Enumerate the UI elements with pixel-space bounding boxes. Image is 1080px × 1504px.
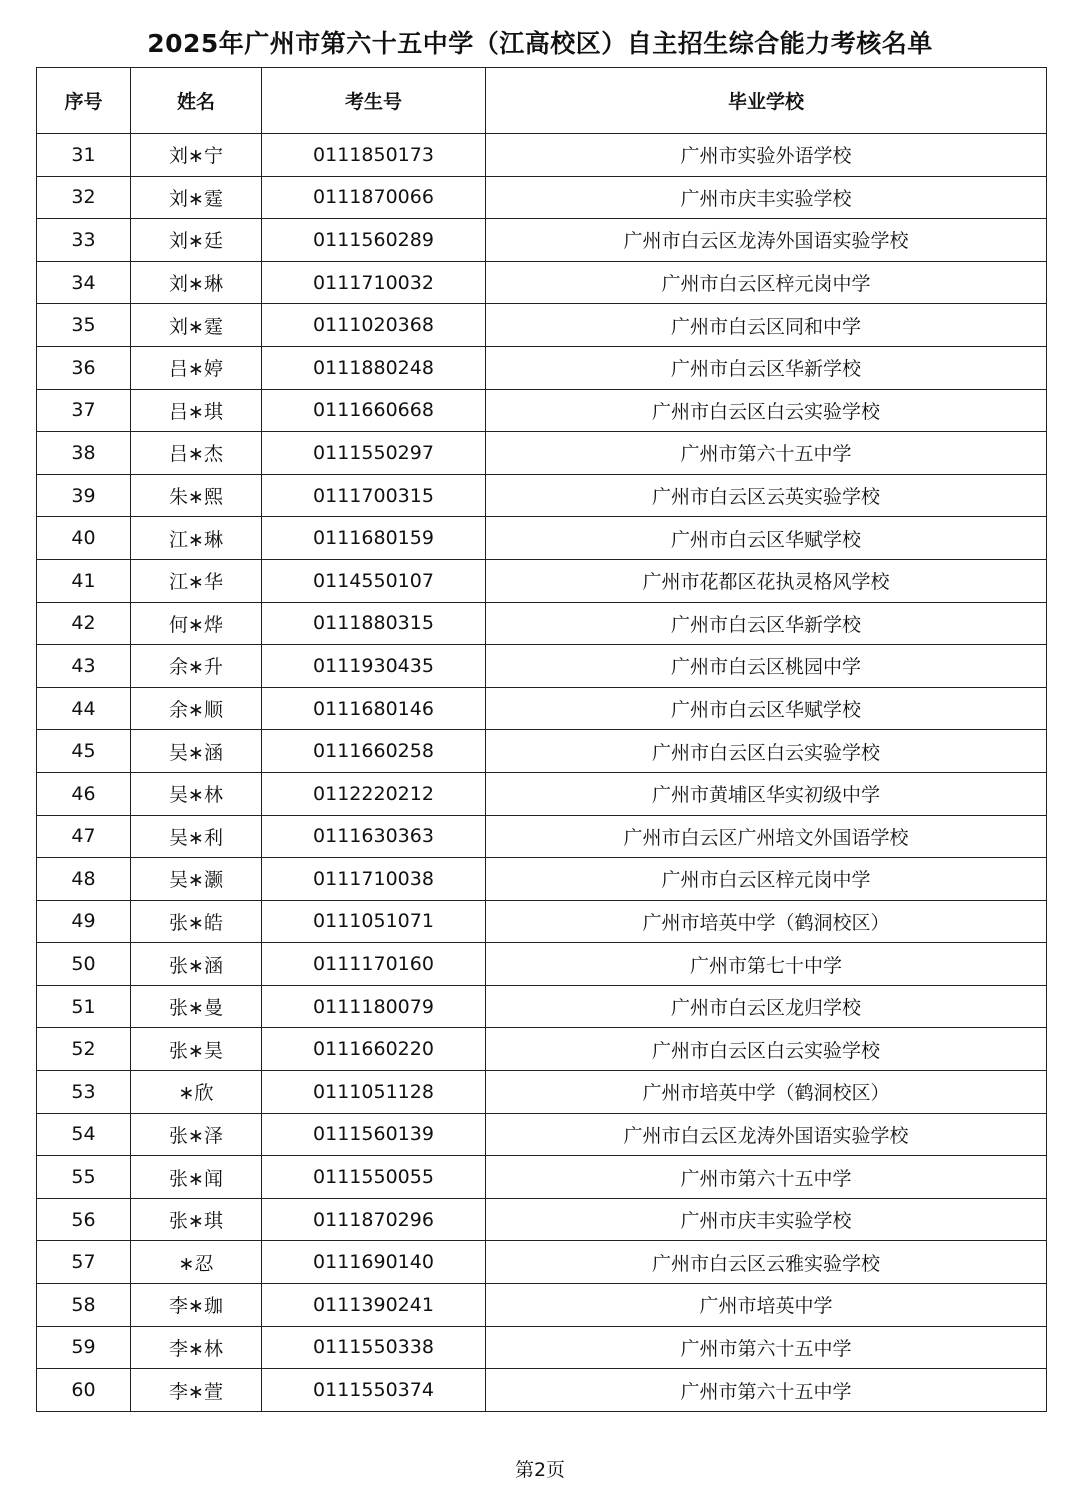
table-row <box>37 261 1047 304</box>
cell-seq: 48 <box>37 858 131 901</box>
cell-seq: 39 <box>37 474 131 517</box>
cell-school: 广州市白云区龙涛外国语实验学校 <box>486 1113 1047 1156</box>
cell-exam-id: 0111020368 <box>262 304 486 347</box>
table-row <box>37 772 1047 815</box>
header-name: 姓名 <box>131 68 262 134</box>
cell-exam-id: 0111930435 <box>262 645 486 688</box>
cell-school: 广州市实验外语学校 <box>486 134 1047 177</box>
cell-school: 广州市白云区梓元岗中学 <box>486 858 1047 901</box>
cell-school: 广州市培英中学（鹤洞校区） <box>486 900 1047 943</box>
cell-exam-id: 0111051071 <box>262 900 486 943</box>
table-row <box>37 1113 1047 1156</box>
table-row <box>37 176 1047 219</box>
cell-school: 广州市花都区花执灵格风学校 <box>486 559 1047 602</box>
header-row <box>37 68 1047 134</box>
cell-seq: 53 <box>37 1071 131 1114</box>
cell-name: 吴∗灏 <box>131 858 262 901</box>
cell-seq: 42 <box>37 602 131 645</box>
cell-seq: 43 <box>37 645 131 688</box>
cell-seq: 50 <box>37 943 131 986</box>
header-seq: 序号 <box>37 68 131 134</box>
cell-exam-id: 0111850173 <box>262 134 486 177</box>
cell-school: 广州市第六十五中学 <box>486 1156 1047 1199</box>
cell-school: 广州市白云区云雅实验学校 <box>486 1241 1047 1284</box>
cell-seq: 56 <box>37 1198 131 1241</box>
cell-name: 张∗闻 <box>131 1156 262 1199</box>
cell-exam-id: 0111880248 <box>262 346 486 389</box>
table-row <box>37 389 1047 432</box>
cell-seq: 31 <box>37 134 131 177</box>
cell-exam-id: 0111390241 <box>262 1284 486 1327</box>
cell-school: 广州市第六十五中学 <box>486 1326 1047 1369</box>
table-body <box>37 134 1047 1412</box>
table-row <box>37 1241 1047 1284</box>
table-row <box>37 346 1047 389</box>
cell-name: 余∗升 <box>131 645 262 688</box>
table-row <box>37 517 1047 560</box>
cell-school: 广州市白云区华新学校 <box>486 346 1047 389</box>
table-row <box>37 730 1047 773</box>
header-exam-id: 考生号 <box>262 68 486 134</box>
cell-seq: 44 <box>37 687 131 730</box>
cell-name: 张∗涵 <box>131 943 262 986</box>
cell-exam-id: 0111710038 <box>262 858 486 901</box>
cell-exam-id: 0111180079 <box>262 985 486 1028</box>
cell-seq: 57 <box>37 1241 131 1284</box>
cell-name: 张∗泽 <box>131 1113 262 1156</box>
cell-school: 广州市白云区华新学校 <box>486 602 1047 645</box>
header-school: 毕业学校 <box>486 68 1047 134</box>
table-row <box>37 1156 1047 1199</box>
cell-name: 张∗琪 <box>131 1198 262 1241</box>
cell-name: 余∗顺 <box>131 687 262 730</box>
cell-seq: 35 <box>37 304 131 347</box>
cell-seq: 51 <box>37 985 131 1028</box>
cell-school: 广州市培英中学 <box>486 1284 1047 1327</box>
cell-exam-id: 0112220212 <box>262 772 486 815</box>
page-number: 第2页 <box>514 1459 566 1481</box>
cell-school: 广州市培英中学（鹤洞校区） <box>486 1071 1047 1114</box>
cell-name: ∗忍 <box>131 1241 262 1284</box>
cell-school: 广州市庆丰实验学校 <box>486 176 1047 219</box>
cell-name: 刘∗霆 <box>131 176 262 219</box>
cell-seq: 52 <box>37 1028 131 1071</box>
cell-exam-id: 0114550107 <box>262 559 486 602</box>
cell-exam-id: 0111560139 <box>262 1113 486 1156</box>
table-row <box>37 858 1047 901</box>
cell-school: 广州市白云区桃园中学 <box>486 645 1047 688</box>
cell-school: 广州市第六十五中学 <box>486 1369 1047 1412</box>
cell-school: 广州市白云区华赋学校 <box>486 517 1047 560</box>
cell-school: 广州市黄埔区华实初级中学 <box>486 772 1047 815</box>
table-row <box>37 134 1047 177</box>
cell-school: 广州市白云区白云实验学校 <box>486 389 1047 432</box>
table-row <box>37 304 1047 347</box>
cell-name: 何∗烨 <box>131 602 262 645</box>
cell-name: 刘∗霆 <box>131 304 262 347</box>
table-row <box>37 432 1047 475</box>
cell-exam-id: 0111660258 <box>262 730 486 773</box>
table-row <box>37 559 1047 602</box>
cell-seq: 59 <box>37 1326 131 1369</box>
cell-name: 吕∗杰 <box>131 432 262 475</box>
cell-name: 张∗曼 <box>131 985 262 1028</box>
table-row <box>37 474 1047 517</box>
cell-name: 朱∗熙 <box>131 474 262 517</box>
cell-exam-id: 0111550055 <box>262 1156 486 1199</box>
cell-exam-id: 0111630363 <box>262 815 486 858</box>
cell-seq: 55 <box>37 1156 131 1199</box>
cell-exam-id: 0111660668 <box>262 389 486 432</box>
cell-school: 广州市庆丰实验学校 <box>486 1198 1047 1241</box>
table-row <box>37 1326 1047 1369</box>
cell-school: 广州市白云区白云实验学校 <box>486 1028 1047 1071</box>
cell-seq: 38 <box>37 432 131 475</box>
table-row <box>37 1198 1047 1241</box>
table-row <box>37 900 1047 943</box>
cell-seq: 58 <box>37 1284 131 1327</box>
table-row <box>37 943 1047 986</box>
cell-school: 广州市白云区白云实验学校 <box>486 730 1047 773</box>
table-row <box>37 645 1047 688</box>
cell-name: 李∗珈 <box>131 1284 262 1327</box>
cell-exam-id: 0111550338 <box>262 1326 486 1369</box>
cell-name: 张∗皓 <box>131 900 262 943</box>
cell-name: 吕∗婷 <box>131 346 262 389</box>
cell-name: 吕∗琪 <box>131 389 262 432</box>
cell-exam-id: 0111051128 <box>262 1071 486 1114</box>
cell-school: 广州市白云区广州培文外国语学校 <box>486 815 1047 858</box>
table-row <box>37 602 1047 645</box>
admission-roster-table <box>36 67 1047 1412</box>
cell-seq: 34 <box>37 261 131 304</box>
cell-exam-id: 0111680146 <box>262 687 486 730</box>
cell-name: 江∗琳 <box>131 517 262 560</box>
document-title: 2025年广州市第六十五中学（江高校区）自主招生综合能力考核名单 <box>147 29 933 58</box>
table-header <box>37 68 1047 134</box>
table-row <box>37 1028 1047 1071</box>
cell-exam-id: 0111710032 <box>262 261 486 304</box>
cell-seq: 41 <box>37 559 131 602</box>
table-row <box>37 985 1047 1028</box>
cell-name: 吴∗林 <box>131 772 262 815</box>
cell-school: 广州市白云区龙涛外国语实验学校 <box>486 219 1047 262</box>
cell-school: 广州市白云区同和中学 <box>486 304 1047 347</box>
cell-seq: 36 <box>37 346 131 389</box>
cell-seq: 46 <box>37 772 131 815</box>
cell-name: 张∗昊 <box>131 1028 262 1071</box>
cell-name: 刘∗廷 <box>131 219 262 262</box>
cell-name: 刘∗宁 <box>131 134 262 177</box>
cell-seq: 40 <box>37 517 131 560</box>
cell-school: 广州市白云区龙归学校 <box>486 985 1047 1028</box>
cell-seq: 45 <box>37 730 131 773</box>
cell-exam-id: 0111870296 <box>262 1198 486 1241</box>
cell-exam-id: 0111680159 <box>262 517 486 560</box>
table-row <box>37 815 1047 858</box>
cell-name: 吴∗涵 <box>131 730 262 773</box>
cell-exam-id: 0111550297 <box>262 432 486 475</box>
cell-school: 广州市第七十中学 <box>486 943 1047 986</box>
cell-exam-id: 0111170160 <box>262 943 486 986</box>
table-row <box>37 219 1047 262</box>
cell-seq: 49 <box>37 900 131 943</box>
table-row <box>37 1284 1047 1327</box>
cell-name: 刘∗琳 <box>131 261 262 304</box>
cell-exam-id: 0111550374 <box>262 1369 486 1412</box>
cell-exam-id: 0111880315 <box>262 602 486 645</box>
cell-school: 广州市白云区云英实验学校 <box>486 474 1047 517</box>
cell-seq: 33 <box>37 219 131 262</box>
cell-name: 江∗华 <box>131 559 262 602</box>
cell-exam-id: 0111660220 <box>262 1028 486 1071</box>
cell-name: ∗欣 <box>131 1071 262 1114</box>
cell-school: 广州市白云区华赋学校 <box>486 687 1047 730</box>
cell-seq: 32 <box>37 176 131 219</box>
cell-school: 广州市第六十五中学 <box>486 432 1047 475</box>
cell-name: 吴∗利 <box>131 815 262 858</box>
cell-seq: 60 <box>37 1369 131 1412</box>
cell-exam-id: 0111560289 <box>262 219 486 262</box>
cell-exam-id: 0111690140 <box>262 1241 486 1284</box>
table-row <box>37 1369 1047 1412</box>
table-row <box>37 687 1047 730</box>
cell-name: 李∗萱 <box>131 1369 262 1412</box>
cell-school: 广州市白云区梓元岗中学 <box>486 261 1047 304</box>
cell-exam-id: 0111870066 <box>262 176 486 219</box>
cell-seq: 54 <box>37 1113 131 1156</box>
cell-seq: 47 <box>37 815 131 858</box>
table-row <box>37 1071 1047 1114</box>
cell-seq: 37 <box>37 389 131 432</box>
cell-name: 李∗林 <box>131 1326 262 1369</box>
cell-exam-id: 0111700315 <box>262 474 486 517</box>
